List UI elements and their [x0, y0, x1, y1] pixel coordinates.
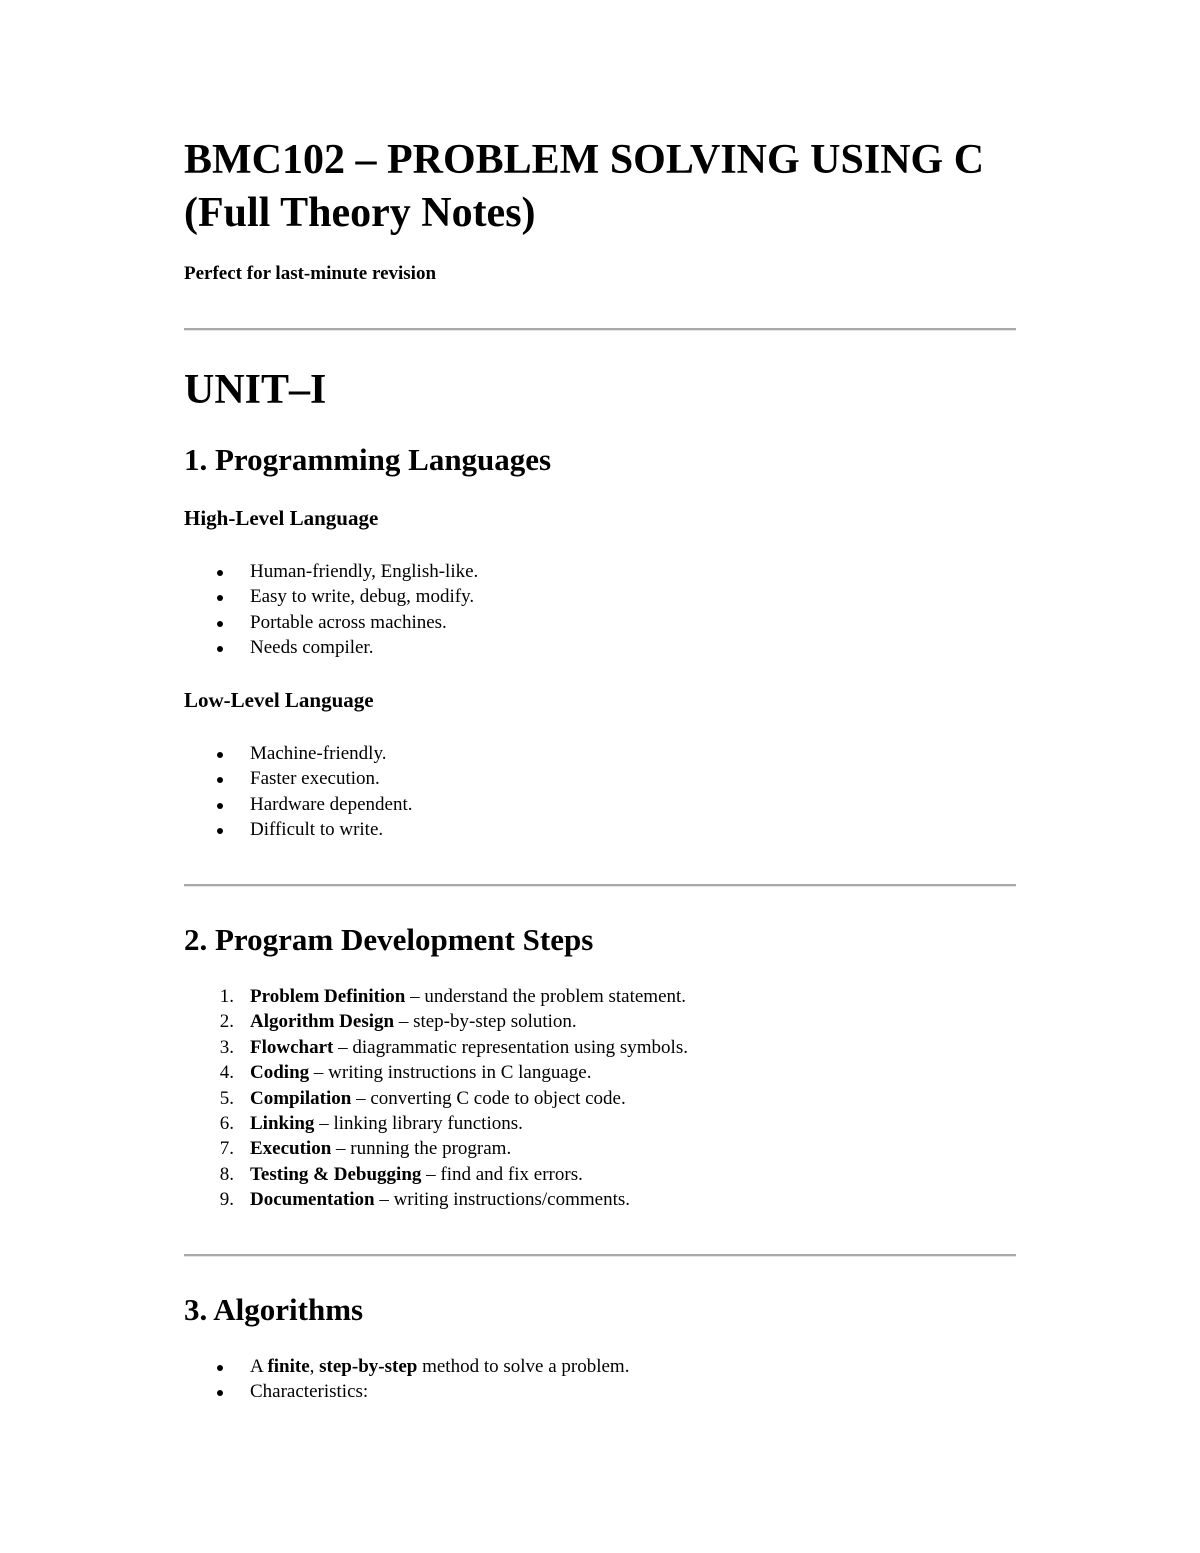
step-term: Flowchart — [250, 1036, 334, 1058]
text-run: A — [250, 1356, 268, 1377]
horizontal-rule — [184, 1254, 1016, 1257]
bold-term-step-by-step: step-by-step — [319, 1356, 418, 1377]
step-description: – writing instructions/comments. — [374, 1189, 630, 1211]
list-item — [184, 1162, 688, 1187]
step-description: – understand the problem statement. — [405, 986, 687, 1007]
list-item — [184, 984, 688, 1009]
list-number: 2. — [219, 1011, 234, 1033]
step-description: – linking library functions. — [314, 1113, 523, 1135]
step-description: – running the program. — [331, 1138, 512, 1160]
list-number: 6. — [219, 1113, 234, 1135]
subheading-high-level-language: High-Level Language — [184, 506, 379, 530]
step-description: – converting C code to object code. — [351, 1087, 626, 1109]
high-level-list — [184, 559, 478, 661]
development-steps-list — [184, 984, 688, 1213]
list-item — [184, 1187, 688, 1212]
list-number: 8. — [219, 1163, 234, 1185]
list-item: Needs compiler. — [184, 635, 478, 660]
step-description: – writing instructions in C language. — [309, 1062, 592, 1084]
list-item: Hardware dependent. — [184, 792, 412, 817]
list-number: 7. — [219, 1138, 234, 1160]
step-term: Algorithm Design — [250, 1011, 395, 1033]
list-item — [184, 1111, 688, 1136]
document-title: BMC102 – PROBLEM SOLVING USING C (Full Theory Notes) — [184, 137, 985, 236]
list-number: 4. — [219, 1062, 234, 1084]
list-item: Easy to write, debug, modify. — [184, 584, 478, 609]
list-item: Portable across machines. — [184, 610, 478, 635]
step-description: – find and fix errors. — [421, 1163, 583, 1185]
section-heading-algorithms: 3. Algorithms — [184, 1292, 364, 1327]
list-item — [184, 1035, 688, 1060]
horizontal-rule — [184, 884, 1016, 887]
list-item: Difficult to write. — [184, 817, 412, 842]
bold-term-finite: finite — [267, 1356, 310, 1377]
list-number: 9. — [219, 1189, 234, 1211]
low-level-list — [184, 741, 412, 843]
list-item — [184, 1136, 688, 1161]
horizontal-rule — [184, 328, 1016, 331]
section-heading-programming-languages: 1. Programming Languages — [184, 442, 552, 477]
list-item — [184, 1354, 629, 1379]
step-description: – step-by-step solution. — [394, 1011, 577, 1033]
list-item — [184, 1009, 688, 1034]
step-term: Linking — [250, 1113, 315, 1135]
step-term: Documentation — [250, 1189, 375, 1211]
step-description: – diagrammatic representation using symbols. — [333, 1036, 688, 1058]
document-subtitle: Perfect for last-minute revision — [184, 263, 437, 284]
list-number: 5. — [219, 1087, 234, 1109]
list-item: Faster execution. — [184, 766, 412, 791]
step-term: Testing & Debugging — [250, 1163, 422, 1185]
list-item — [184, 1086, 688, 1111]
unit-heading: UNIT–I — [184, 367, 327, 413]
step-term: Compilation — [250, 1087, 352, 1109]
list-number: 1. — [219, 986, 234, 1007]
text-run: method to solve a problem. — [417, 1356, 630, 1377]
section-heading-program-development-steps: 2. Program Development Steps — [184, 922, 594, 957]
subheading-low-level-language: Low-Level Language — [184, 688, 374, 712]
step-term: Problem Definition — [250, 986, 406, 1007]
list-item: Human-friendly, English-like. — [184, 559, 478, 584]
list-item — [184, 1060, 688, 1085]
list-item: Machine-friendly. — [184, 741, 412, 766]
step-term: Coding — [250, 1062, 310, 1084]
step-term: Execution — [250, 1138, 332, 1160]
text-run: , — [309, 1356, 320, 1377]
algorithms-list — [184, 1354, 629, 1405]
list-item: Characteristics: — [184, 1379, 629, 1404]
list-number: 3. — [219, 1036, 234, 1058]
